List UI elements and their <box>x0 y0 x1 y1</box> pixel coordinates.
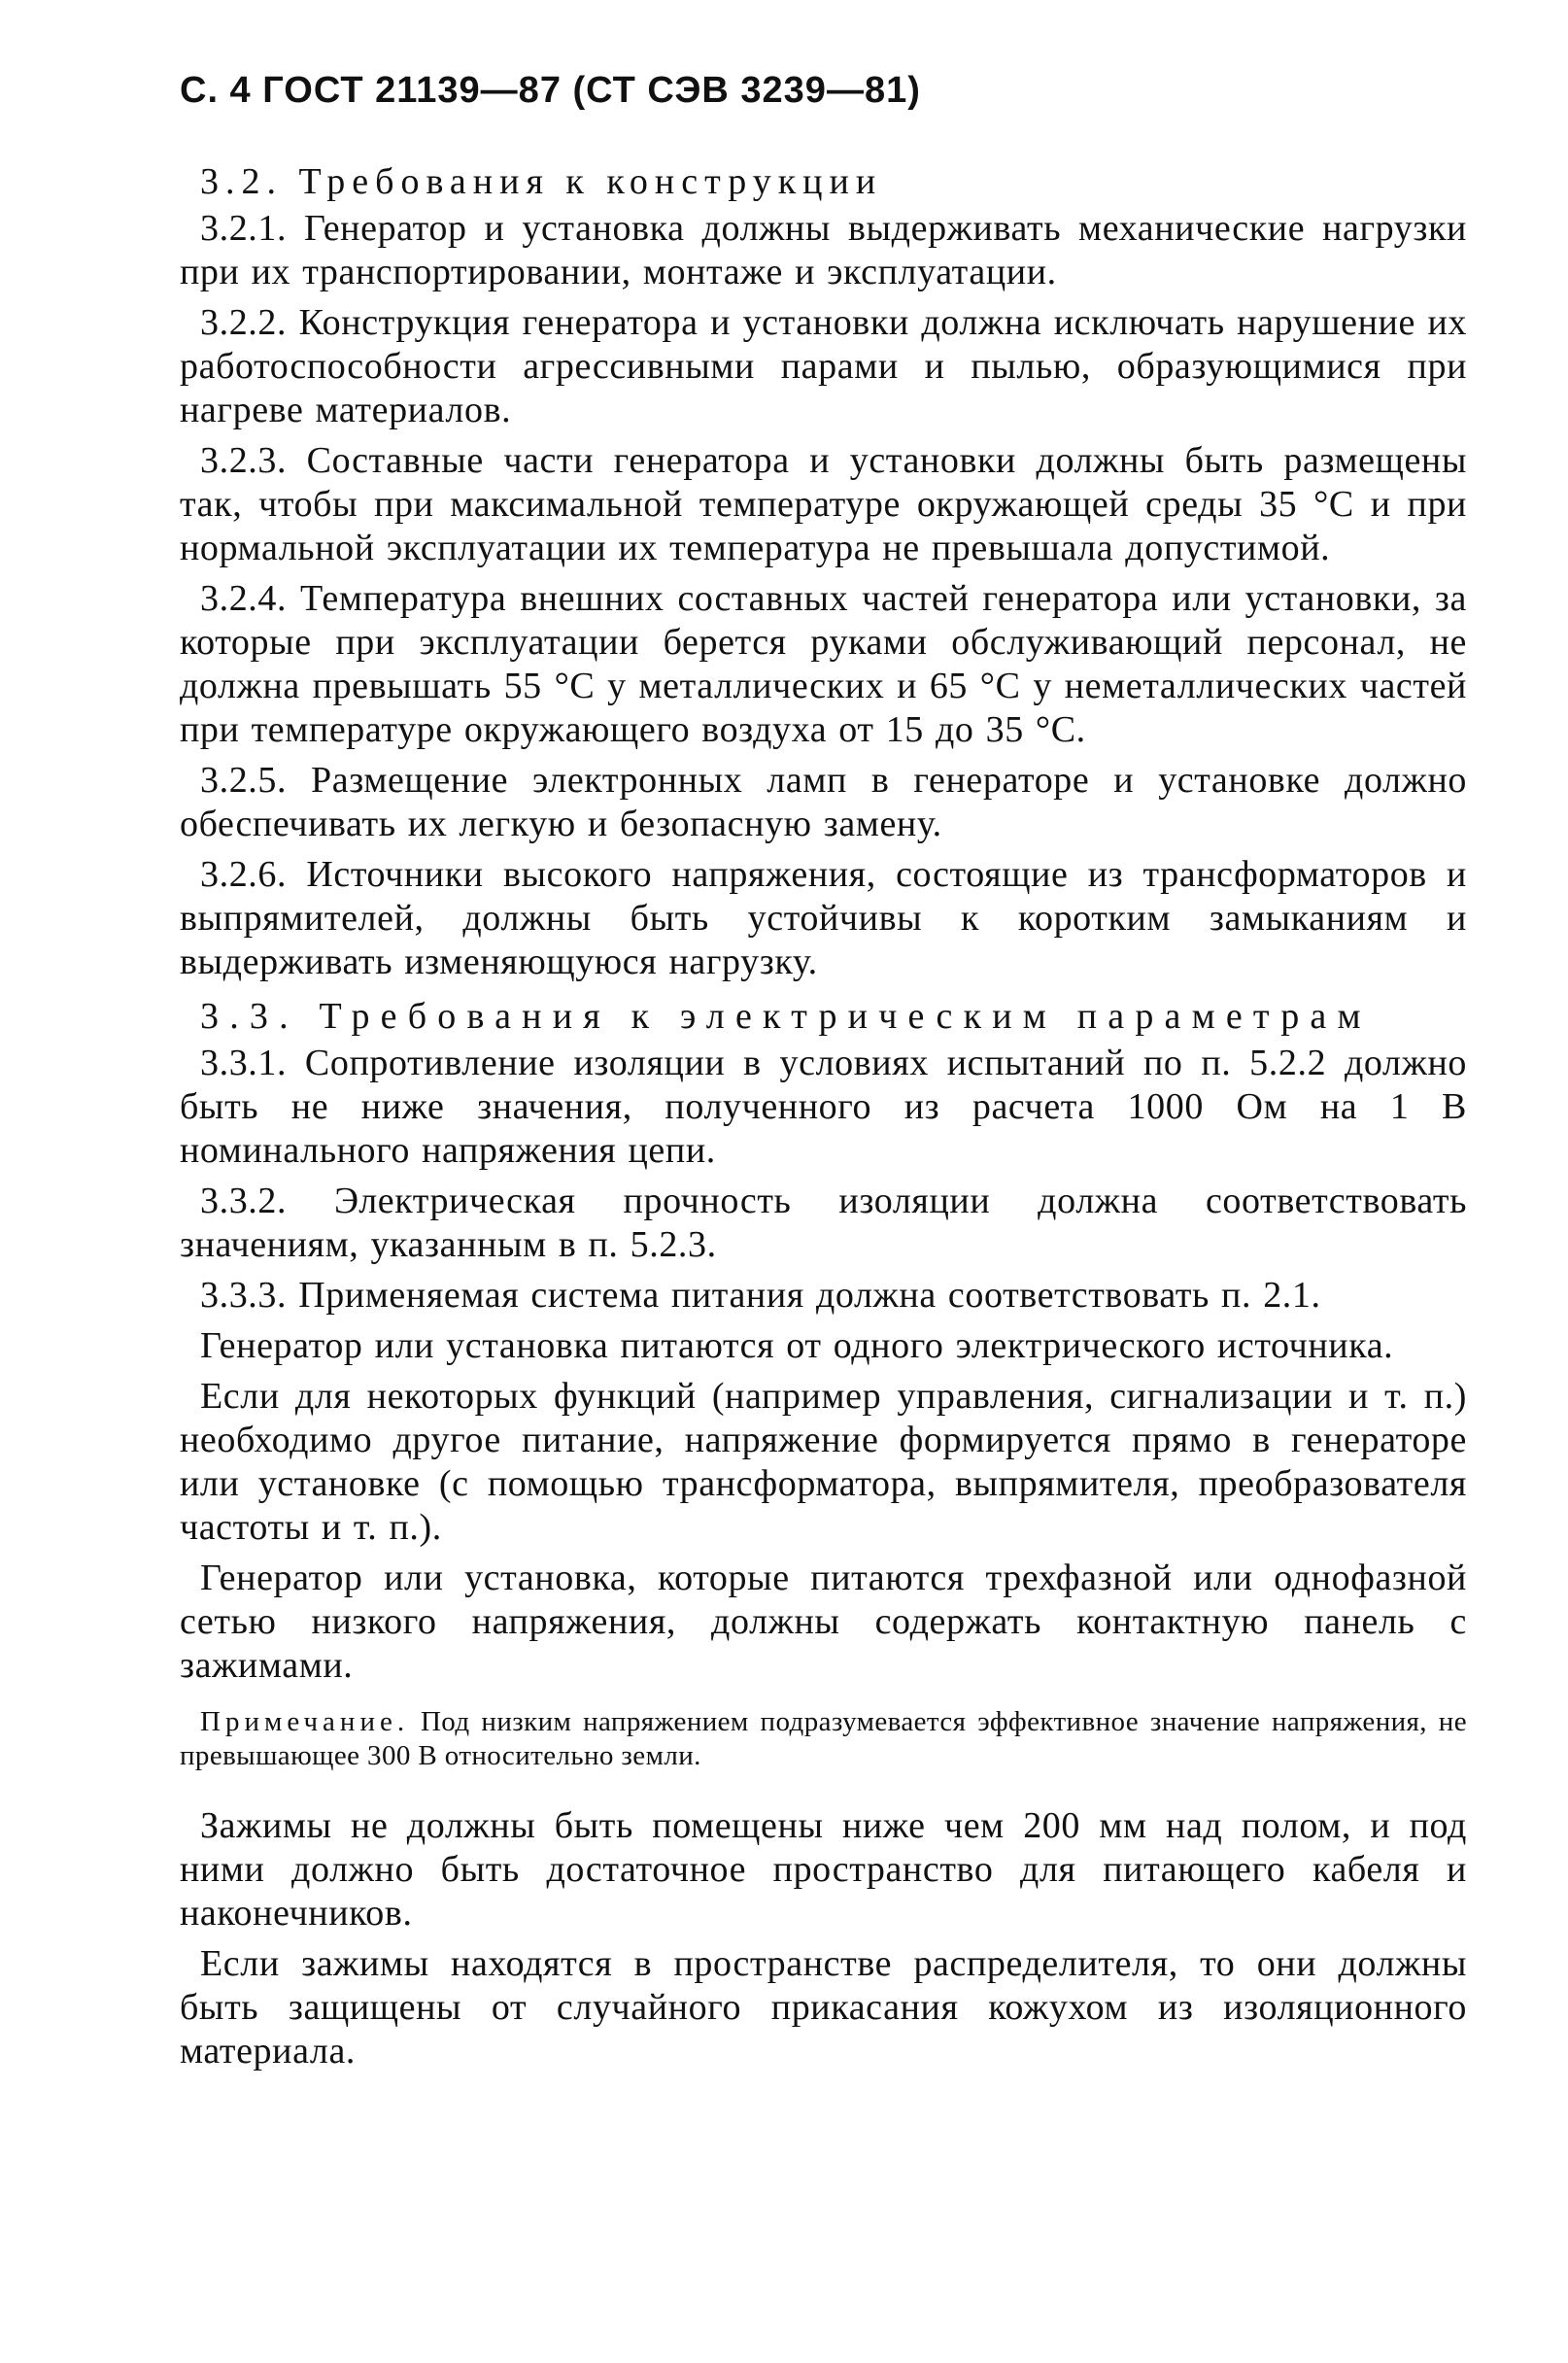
clause-3-3-1: 3.3.1. Сопротивление изоляции в условиях испытаний по п. 5.2.2 должно быть не ниже значения, полученного из расчета 1000 Ом на 1 В номинального напряжения цепи. <box>180 1043 1467 1171</box>
section-heading-3-3: 3.3. Требования к электрическим параметрам <box>200 996 1372 1037</box>
note <box>180 1705 1467 1773</box>
paragraph-terminal-panel: Генератор или установка, которые питаются трехфазной или однофазной сетью низкого напряжения, должны содержать контактную панель с зажимами. <box>180 1558 1467 1686</box>
clause-3-2-5: 3.2.5. Размещение электронных ламп в генераторе и установке должно обеспечивать их легкую и безопасную замену. <box>180 760 1467 844</box>
paragraph-single-source: Генератор или установка питаются от одного электрического источника. <box>200 1325 1394 1366</box>
paragraph-terminal-height: Зажимы не должны быть помещены ниже чем 200 мм над полом, и под ними должно быть достаточное пространство для питающего кабеля и наконечников. <box>180 1805 1467 1934</box>
section-heading-3-2: 3.2. Требования к конструкции <box>200 161 883 202</box>
clause-3-2-1: 3.2.1. Генератор и установка должны выдерживать механические нагрузки при их транспортировании, монтаже и эксплуатации. <box>180 208 1467 292</box>
clause-3-2-6: 3.2.6. Источники высокого напряжения, состоящие из трансформаторов и выпрямителей, должны быть устойчивы к коротким замыканиям и выдерживать изменяющуюся нагрузку. <box>180 854 1467 982</box>
clause-3-2-4: 3.2.4. Температура внешних составных частей генератора или установки, за которые при эксплуатации берется руками обслуживающий персонал, не должна превышать 55 °С у металлических и 65 °С у неметаллических частей при температуре окружающего воздуха от 15 до 35 °С. <box>180 578 1467 750</box>
document-page <box>180 70 1467 2080</box>
note-text: Под низким напряжением подразумевается эффективное значение напряжения, не превышающее 300 В относительно земли. <box>180 1706 1467 1771</box>
clause-3-3-2: 3.3.2. Электрическая прочность изоляции должна соответствовать значениям, указанным в п. 5.2.3. <box>180 1181 1467 1265</box>
paragraph-other-power: Если для некоторых функций (например управления, сигнализации и т. п.) необходимо другое питание, напряжение формируется прямо в генераторе или установке (с помощью трансформатора, выпрямителя, преобразователя частоты и т. п.). <box>180 1376 1467 1548</box>
page-header: С. 4 ГОСТ 21139—87 (СТ СЭВ 3239—81) <box>180 70 921 111</box>
clause-3-2-3: 3.2.3. Составные части генератора и установки должны быть размещены так, чтобы при максимальной температуре окружающей среды 35 °С и при нормальной эксплуатации их температура не превышала допустимой. <box>180 440 1467 568</box>
paragraph-terminal-protection: Если зажимы находятся в пространстве распределителя, то они должны быть защищены от случайного прикасания кожухом из изоляционного материала. <box>180 1943 1467 2072</box>
clause-3-2-2: 3.2.2. Конструкция генератора и установки должна исключать нарушение их работоспособности агрессивными парами и пылью, образующимися при нагреве материалов. <box>180 302 1467 430</box>
note-label: Примечание. <box>200 1706 410 1737</box>
clause-3-3-3: 3.3.3. Применяемая система питания должна соответствовать п. 2.1. <box>200 1275 1321 1316</box>
